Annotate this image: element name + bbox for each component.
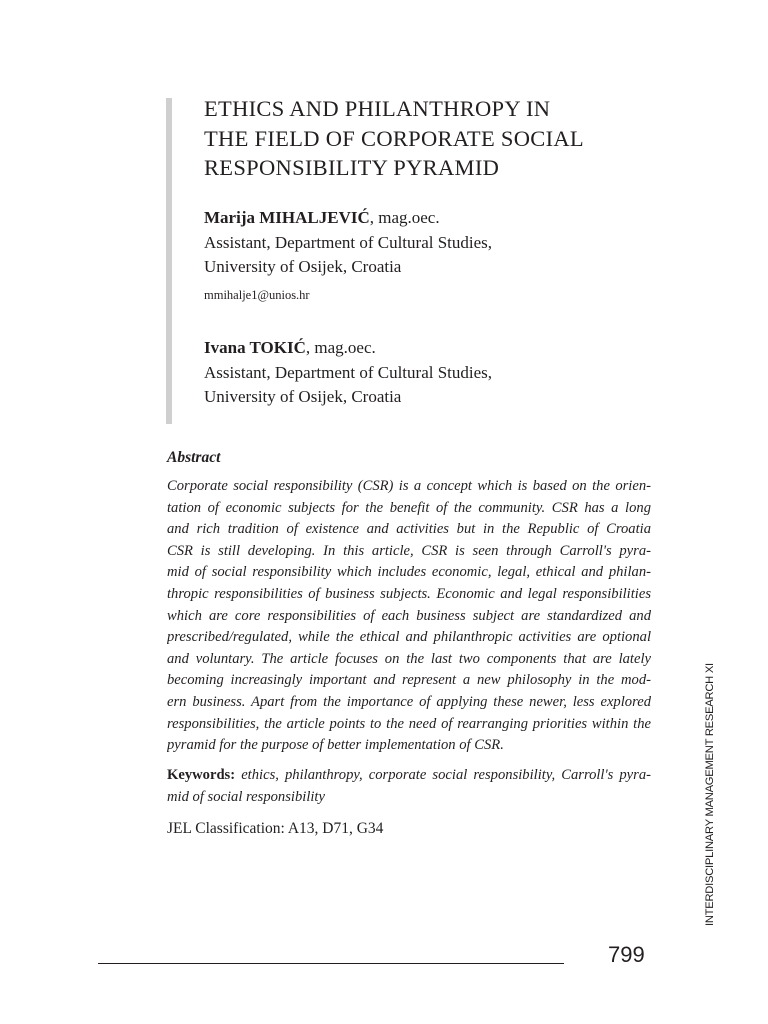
abstract-heading: Abstract: [167, 449, 221, 466]
author-name: Ivana TOKIĆ: [204, 338, 306, 357]
abstract-line: prescribed/regulated, while the ethical and philanthropic activities are optional: [167, 629, 651, 646]
author-block-2: [204, 336, 674, 410]
keywords-line: mid of social responsibility: [167, 788, 325, 805]
title-line: THE FIELD OF CORPORATE SOCIAL: [204, 125, 584, 151]
author-degree: , mag.oec.: [305, 338, 376, 357]
page-number: 799: [608, 942, 645, 967]
title-line: RESPONSIBILITY PYRAMID: [204, 155, 500, 180]
abstract-body: [167, 476, 651, 757]
author-institution: University of Osijek, Croatia: [204, 387, 402, 406]
footer-divider: [98, 963, 564, 964]
keywords-text: ethics, philanthropy, corporate social responsibility, Carroll's pyra-: [235, 767, 651, 783]
abstract-line: and rich tradition of existence and activities but in the Republic of Croatia: [167, 521, 651, 538]
author-name: Marija MIHALJEVIĆ: [204, 208, 370, 227]
author-institution: University of Osijek, Croatia: [204, 257, 402, 276]
abstract-line: becoming increasingly important and represent a new philosophy in the mod-: [167, 672, 651, 689]
title-line: ETHICS AND PHILANTHROPY IN: [204, 96, 551, 121]
jel-classification: JEL Classification: A13, D71, G34: [167, 820, 384, 837]
abstract-line: responsibilities, the article points to the need of rearranging priorities within the: [167, 715, 651, 732]
author-name-line: [204, 206, 674, 231]
keywords: [167, 765, 651, 808]
abstract-line: mid of social responsibility which includes economic, legal, ethical and philan-: [167, 564, 651, 581]
article-title: [204, 94, 674, 183]
abstract-line: ern business. Apart from the importance of applying these newer, less explored: [167, 693, 651, 710]
abstract-line: pyramid for the purpose of better implementation of CSR.: [167, 737, 504, 754]
abstract-line: tation of economic subjects for the benefit of the community. CSR has a long: [167, 499, 651, 516]
author-name-line: [204, 336, 674, 361]
abstract-line: and voluntary. The article focuses on the last two components that are lately: [167, 650, 651, 667]
author-degree: , mag.oec.: [369, 208, 440, 227]
author-position: Assistant, Department of Cultural Studies,: [204, 362, 493, 382]
author-email: mmihalje1@unios.hr: [204, 288, 310, 302]
keywords-label: Keywords:: [167, 767, 236, 783]
title-accent-bar: [166, 98, 172, 424]
author-block-1: [204, 206, 674, 280]
running-head: INTERDISCIPLINARY MANAGEMENT RESEARCH XI: [704, 663, 716, 926]
keywords-line: [167, 765, 651, 787]
abstract-line: thropic responsibilities of business subjects. Economic and legal responsibilities: [167, 585, 651, 602]
abstract-line: CSR is still developing. In this article, CSR is seen through Carroll's pyra-: [167, 542, 651, 559]
author-position: Assistant, Department of Cultural Studies,: [204, 232, 493, 252]
abstract-line: Corporate social responsibility (CSR) is a concept which is based on the orien-: [167, 478, 651, 494]
abstract-line: which are core responsibilities of each business subject are standardized and: [167, 607, 651, 624]
